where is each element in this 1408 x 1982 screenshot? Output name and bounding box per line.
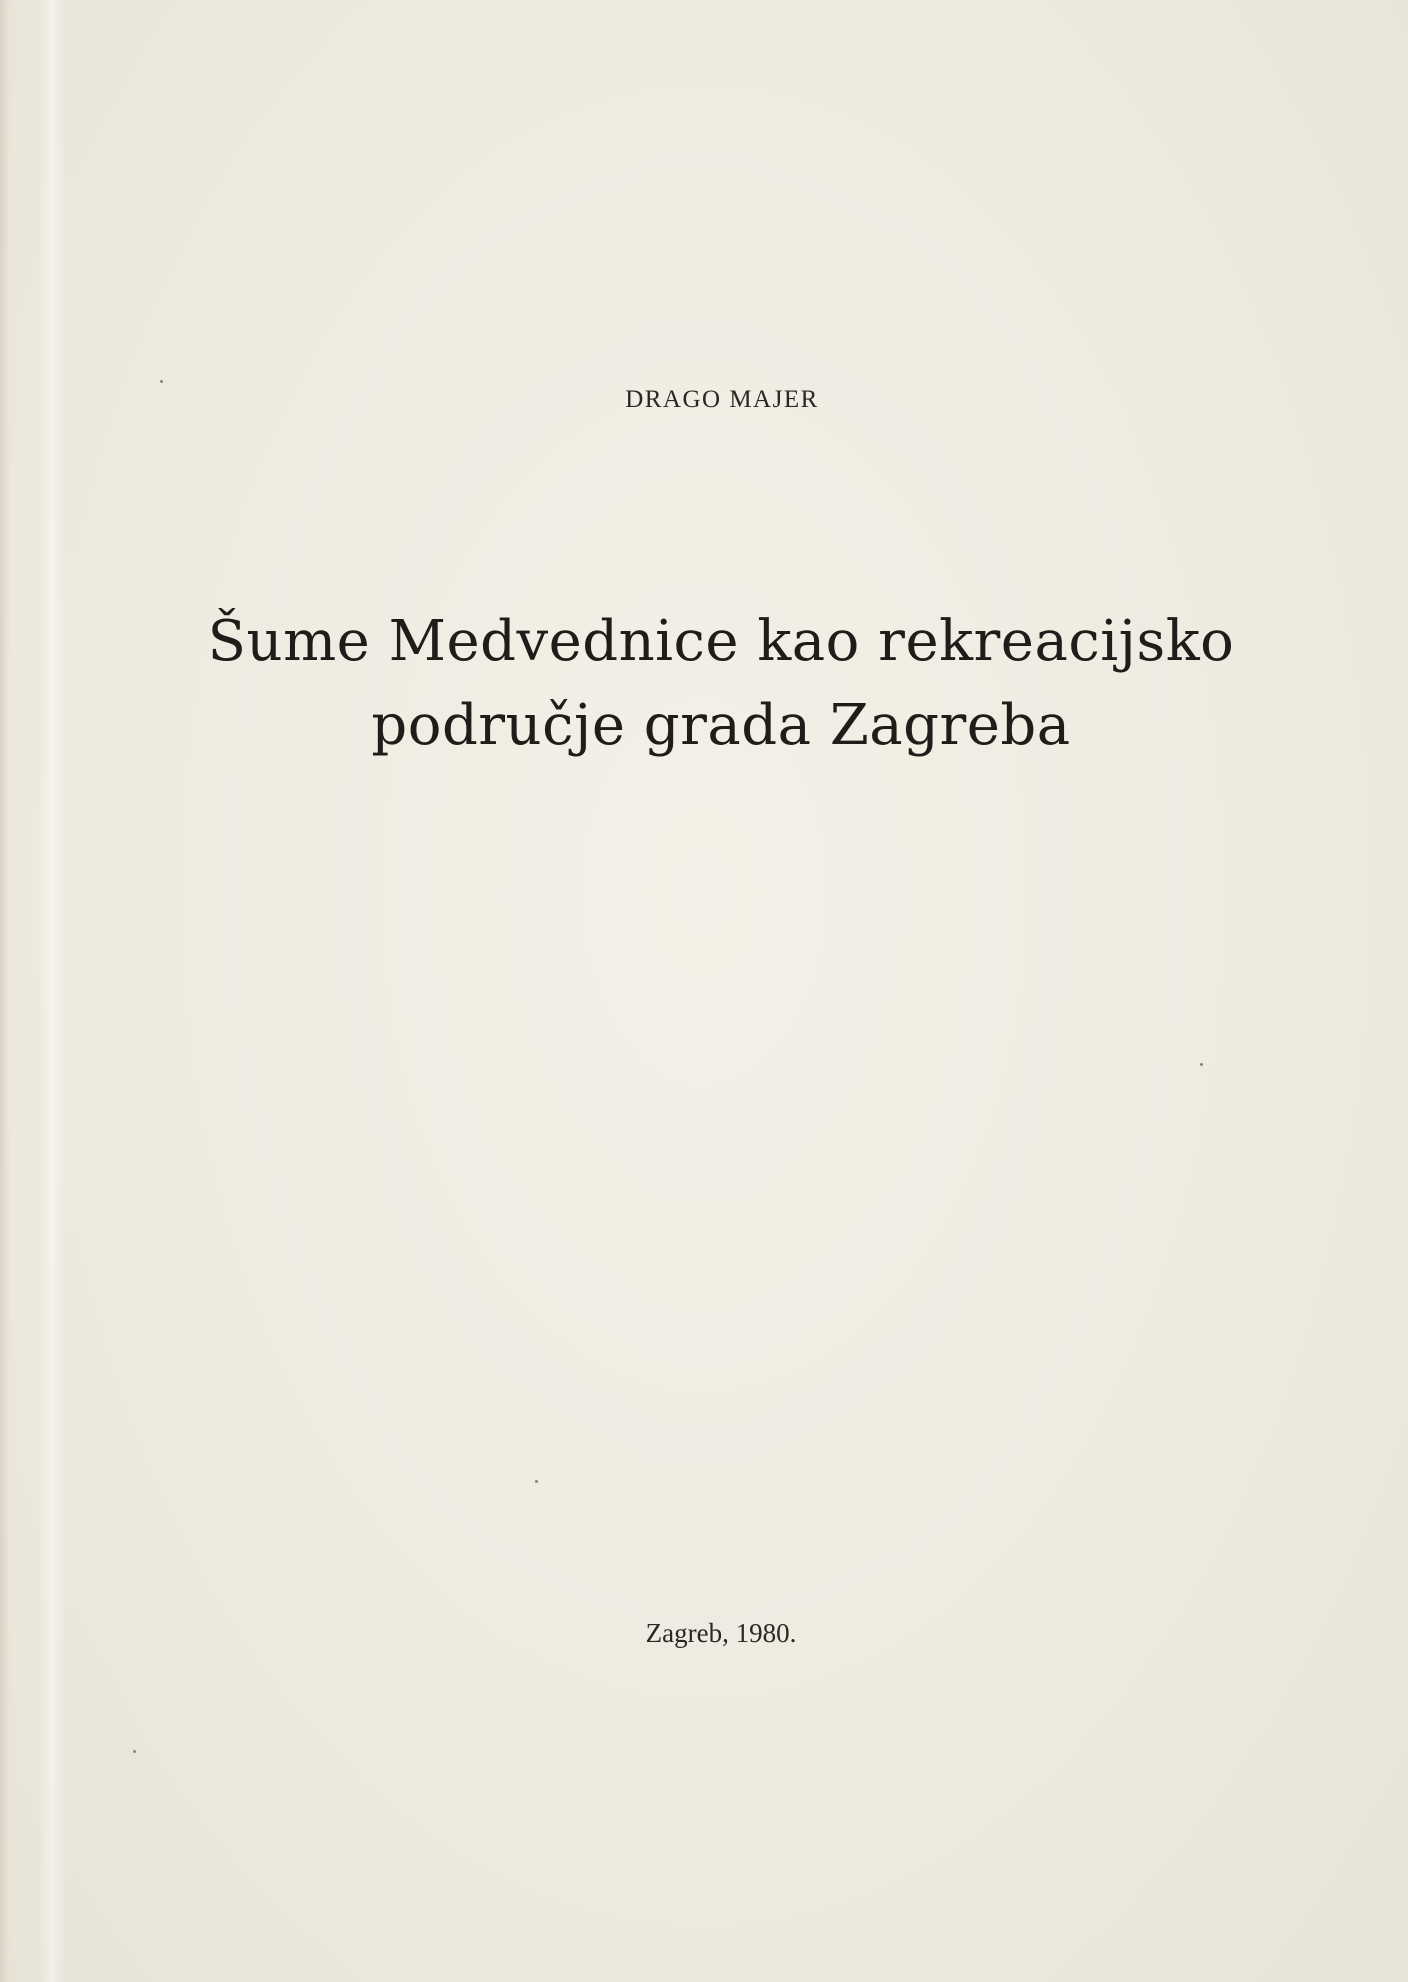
paper-speck — [133, 1750, 136, 1753]
book-title-line-2: područje grada Zagreba — [371, 693, 1071, 758]
page-edge-shadow — [0, 0, 10, 1982]
author-name: DRAGO MAJER — [625, 386, 819, 413]
paper-speck — [160, 380, 163, 383]
spine-fold — [38, 0, 66, 1982]
book-title-line-1: Šume Medvednice kao rekreacijsko — [207, 609, 1235, 674]
place-and-year: Zagreb, 1980. — [645, 1618, 797, 1648]
paper-speck — [1200, 1063, 1203, 1066]
book-title — [0, 600, 1408, 768]
paper-speck — [535, 1480, 538, 1483]
